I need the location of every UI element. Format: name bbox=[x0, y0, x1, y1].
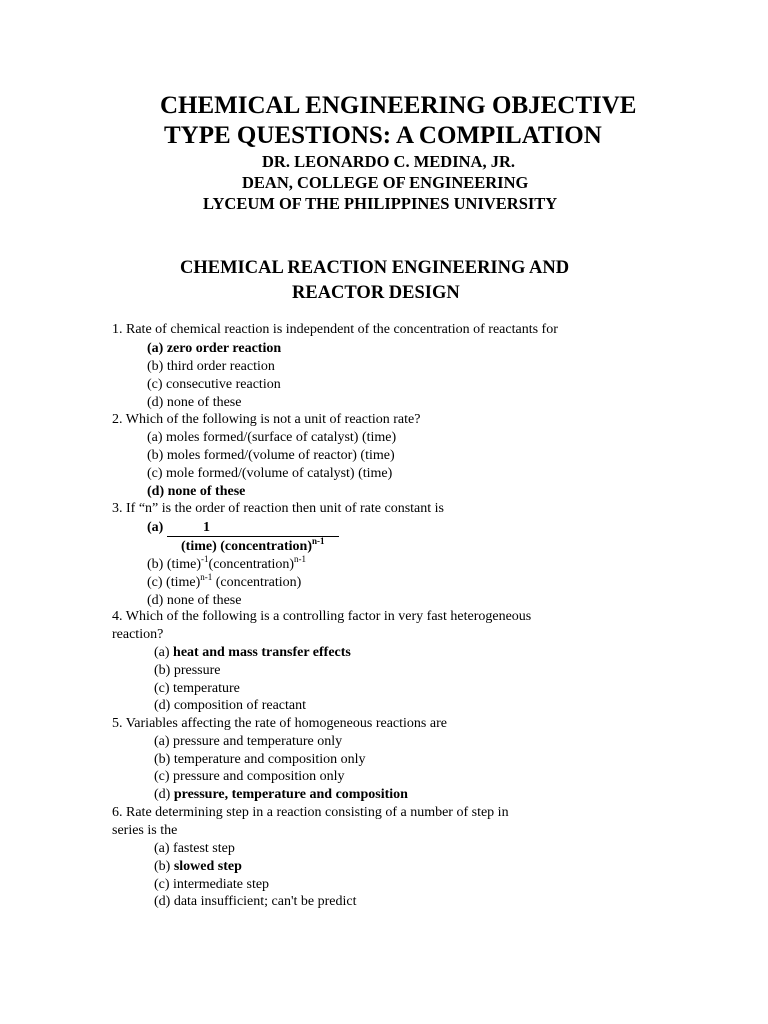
question-3-option-c-suffix: (concentration) bbox=[215, 575, 302, 590]
question-4-option-c: (c) temperature bbox=[154, 681, 240, 696]
question-3-option-b-exponent-2: n-1 bbox=[294, 554, 307, 564]
section-heading-line2: REACTOR DESIGN bbox=[292, 283, 460, 303]
question-2-option-d: (d) none of these bbox=[147, 484, 246, 499]
question-6-text-line2: series is the bbox=[112, 823, 178, 838]
question-6-text-line1: 6. Rate determining step in a reaction consisting of a number of step in bbox=[112, 805, 509, 820]
question-6-option-d: (d) data insufficient; can't be predict bbox=[154, 894, 357, 909]
question-1-text: 1. Rate of chemical reaction is independent of the concentration of reactants for bbox=[112, 322, 558, 337]
question-3-option-b-middle: (concentration) bbox=[208, 557, 295, 572]
question-6-option-b-label: (b) bbox=[154, 859, 171, 874]
question-4-option-b: (b) pressure bbox=[154, 663, 221, 678]
question-6-option-b-text: slowed step bbox=[173, 859, 242, 874]
question-1-option-d: (d) none of these bbox=[147, 395, 242, 410]
question-3-denominator-exponent: n-1 bbox=[312, 536, 325, 546]
question-1-option-c: (c) consecutive reaction bbox=[147, 377, 281, 392]
document-title-line2: TYPE QUESTIONS: A COMPILATION bbox=[164, 122, 602, 149]
question-5-option-a: (a) pressure and temperature only bbox=[154, 734, 343, 749]
author-name: DR. LEONARDO C. MEDINA, JR. bbox=[262, 152, 516, 171]
question-3-option-c-prefix: (c) (time) bbox=[147, 575, 201, 590]
question-3-fraction-numerator: 1 bbox=[203, 520, 210, 535]
question-1-option-b: (b) third order reaction bbox=[147, 359, 275, 374]
question-2-option-a: (a) moles formed/(surface of catalyst) (time) bbox=[147, 430, 397, 445]
question-5-option-d-text: pressure, temperature and composition bbox=[173, 787, 408, 802]
question-4-text-line2: reaction? bbox=[112, 627, 164, 642]
question-4-option-a-label: (a) bbox=[154, 645, 170, 660]
question-2-text: 2. Which of the following is not a unit of reaction rate? bbox=[112, 412, 421, 427]
author-position: DEAN, COLLEGE OF ENGINEERING bbox=[242, 173, 529, 192]
question-4-text-line1: 4. Which of the following is a controlling factor in very fast heterogeneous bbox=[112, 609, 532, 624]
question-4-option-d: (d) composition of reactant bbox=[154, 698, 307, 713]
author-institution: LYCEUM OF THE PHILIPPINES UNIVERSITY bbox=[203, 194, 558, 213]
question-3-option-c bbox=[147, 574, 301, 592]
question-3-option-b-prefix: (b) (time) bbox=[147, 557, 202, 572]
question-1-option-a: (a) zero order reaction bbox=[147, 341, 282, 356]
question-3-option-b bbox=[147, 556, 306, 574]
question-2-option-c: (c) mole formed/(volume of catalyst) (time) bbox=[147, 466, 393, 481]
question-3-text: 3. If “n” is the order of reaction then unit of rate constant is bbox=[112, 501, 444, 516]
question-3-denominator-text: (time) (concentration) bbox=[181, 539, 313, 554]
question-5-option-d bbox=[154, 786, 408, 804]
section-heading-line1: CHEMICAL REACTION ENGINEERING AND bbox=[180, 258, 570, 278]
document-title-line1: CHEMICAL ENGINEERING OBJECTIVE bbox=[160, 92, 637, 119]
question-3-fraction-numerator-line bbox=[167, 519, 339, 537]
question-6-option-b bbox=[154, 858, 242, 876]
question-3-option-b-exponent-1: -1 bbox=[201, 554, 209, 564]
question-6-option-c: (c) intermediate step bbox=[154, 877, 270, 892]
question-6-option-a: (a) fastest step bbox=[154, 841, 235, 856]
question-5-option-b: (b) temperature and composition only bbox=[154, 752, 366, 767]
question-3-option-a-label: (a) bbox=[147, 520, 164, 535]
question-5-option-d-label: (d) bbox=[154, 787, 171, 802]
question-5-option-c: (c) pressure and composition only bbox=[154, 769, 345, 784]
question-5-text: 5. Variables affecting the rate of homogeneous reactions are bbox=[112, 716, 447, 731]
question-4-option-a-text: heat and mass transfer effects bbox=[173, 645, 351, 660]
question-2-option-b: (b) moles formed/(volume of reactor) (time) bbox=[147, 448, 395, 463]
question-3-option-d: (d) none of these bbox=[147, 593, 242, 608]
question-4-option-a bbox=[154, 644, 351, 662]
question-3-option-c-exponent: n-1 bbox=[200, 572, 213, 582]
